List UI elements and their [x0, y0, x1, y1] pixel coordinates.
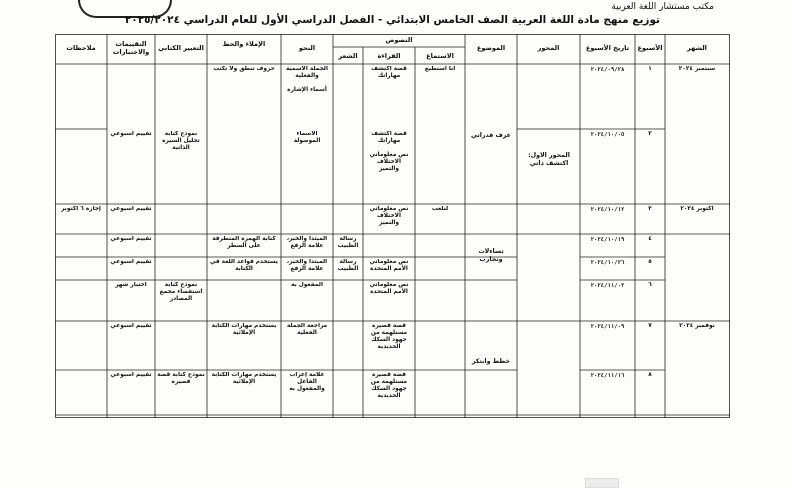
grammar-cell: الأسماء الموصولة	[293, 131, 321, 144]
topic-cell-2: تساءلات وتجارب	[478, 248, 504, 263]
dictation-cell: كتابة الهمزة المتطرفة على السطر	[212, 236, 276, 249]
listening-cell: لنلعب	[431, 206, 449, 212]
header-texts: النصوص	[385, 36, 413, 44]
curriculum-table	[55, 34, 730, 418]
header-axis: المحور	[537, 44, 560, 52]
assessment-cell: اختبار شهر	[115, 282, 147, 288]
writing-cell: نموذج كتابة قصة قصيرة	[157, 372, 205, 385]
week-number: ٦	[648, 282, 652, 288]
month-november: نوفمبر ٢٠٢٤	[679, 323, 715, 329]
dictation-cell: يستخدم قواعد اللغة في الكتابة	[210, 259, 278, 272]
week-number: ١	[648, 66, 652, 72]
reading-cell: قصة قصيرة مستلهمة من جهود السكك الحديدية	[370, 372, 408, 399]
assessment-cell: تقييم أسبوعي	[110, 206, 152, 212]
header-listening: الاستماع	[426, 52, 454, 60]
writing-cell: نموذج كتابة تحليل السيرة الذاتية	[162, 131, 200, 151]
dictation-cell: يستخدم مهارات الكتابة الإملائية	[211, 323, 277, 336]
reading-cell: قصة اكتشف مهاراتك	[371, 66, 407, 79]
week-date: ٢٠٢٤/١٠/٠٥	[590, 132, 625, 138]
week-number: ٧	[648, 323, 652, 329]
week-date: ٢٠٢٤/٠٩/٢٨	[590, 67, 625, 73]
grammar-cell: المبتدأ والخبر، علامة الرفع	[286, 236, 328, 249]
header-reading: القراءة	[377, 52, 401, 60]
reading-cell: نص معلوماتي الأمم المتحدة	[369, 259, 409, 272]
grammar-cell: المفعول به	[291, 282, 323, 288]
week-date: ٢٠٢٤/١١/٠٩	[590, 324, 625, 330]
axis-cell: المحور الأول: اكتشف ذاتي	[528, 152, 570, 167]
listening-cell: أنا أستطيع	[424, 66, 456, 72]
grammar-cell: الجملة الاسمية والفعلية أسماء الإشارة	[286, 66, 328, 93]
scan-artifact	[585, 478, 619, 488]
dictation-cell: حروف تنطق ولا تكتب	[213, 66, 275, 72]
poetry-cell: رسالة الطبيب	[337, 236, 359, 249]
header-month: الشهر	[687, 44, 707, 52]
week-number: ٨	[648, 372, 652, 378]
grammar-cell: علامة إعراب الفاعل والمفعول به	[289, 372, 325, 392]
week-number: ٢	[648, 131, 652, 137]
poetry-cell: رسالة الطبيب	[337, 259, 359, 272]
grammar-cell: المبتدأ والخبر، علامة الرفع	[286, 259, 328, 272]
office-label: مكتب مستشار اللغة العربية	[611, 2, 714, 12]
topic-cell-1: عرف قدراتي	[470, 132, 511, 139]
week-number: ٥	[648, 259, 652, 265]
assessment-cell: تقييم أسبوعي	[110, 323, 152, 329]
reading-cell: نص معلوماتي الأمم المتحدة	[369, 282, 409, 295]
week-number: ٣	[648, 206, 652, 212]
week-date: ٢٠٢٤/١١/١٦	[590, 373, 625, 379]
reading-cell: قصة قصيرة مستلهمة من جهود السكك الحديدية	[370, 323, 408, 350]
assessment-cell: تقييم أسبوعي	[110, 259, 152, 265]
assessment-cell: تقييم أسبوعي	[110, 372, 152, 378]
reading-cell: نص معلوماتي الاختلاف والتميز	[369, 206, 409, 226]
header-notes: ملاحظات	[66, 44, 96, 52]
writing-cell: نموذج كتابة استقصاء مجمع المصادر	[159, 282, 203, 302]
assessment-cell: تقييم أسبوعي	[110, 131, 152, 137]
header-poetry: الشعر	[338, 52, 358, 60]
dictation-cell: يستخدم مهارات الكتابة الإملائية	[211, 372, 277, 385]
topic-cell-3: خطط وابتكر	[471, 358, 511, 365]
notes-cell: إجازة ٦ أكتوبر	[61, 206, 101, 212]
grammar-cell: مراجعة الجملة الفعلية	[286, 323, 328, 336]
week-date: ٢٠٢٤/١٠/٢٦	[590, 260, 625, 266]
week-date: ٢٠٢٤/١٠/١٩	[590, 237, 625, 243]
month-october: أكتوبر ٢٠٢٤	[680, 206, 714, 212]
header-assessment: التقييمات والاختبارات	[112, 40, 150, 56]
assessment-cell: تقييم أسبوعي	[110, 236, 152, 242]
week-date: ٢٠٢٤/١٠/١٢	[590, 207, 625, 213]
header-week: الأسبوع	[637, 44, 663, 52]
header-week-date: تاريخ الأسبوع	[585, 44, 630, 52]
header-grammar: النحو	[298, 44, 316, 52]
header-topic: الموضوع	[476, 44, 506, 52]
header-dictation: الإملاء والخط	[222, 40, 266, 48]
header-writing: التعبير الكتابي	[158, 44, 204, 52]
week-date: ٢٠٢٤/١١/٠٢	[590, 283, 625, 289]
week-number: ٤	[648, 236, 652, 242]
month-september: سبتمبر ٢٠٢٤	[678, 66, 716, 72]
reading-cell: قصة اكتشف مهاراتك نص معلوماتي الاختلاف والتميز	[369, 131, 409, 172]
page-title: توزيع منهج مادة اللغة العربية الصف الخامس الابتدائي - الفصل الدراسي الأول للعام الدراسي ٢٠٢٥/٢٠٢٤	[124, 14, 660, 26]
